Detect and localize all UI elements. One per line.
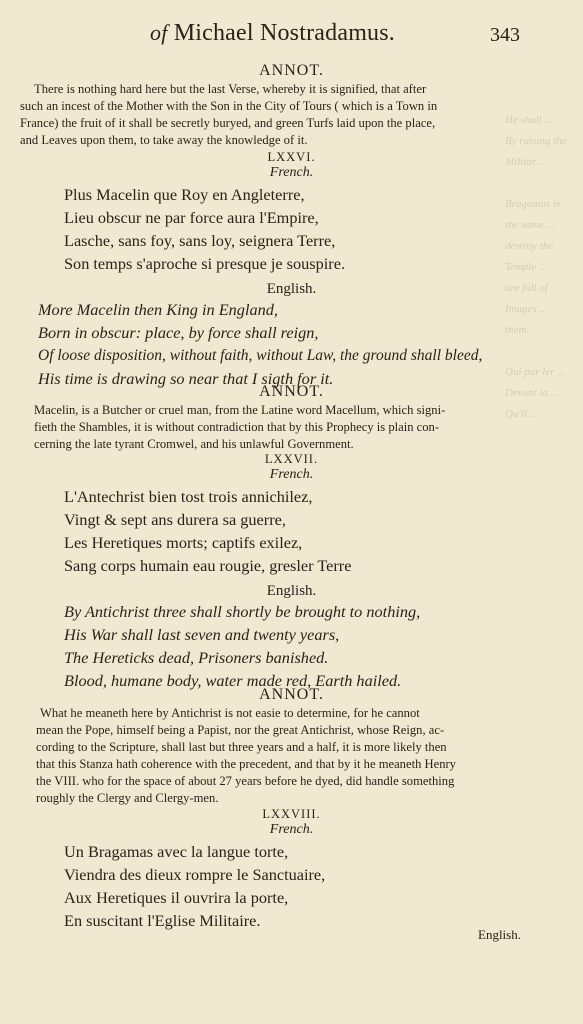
catchword: English.: [478, 927, 521, 942]
running-header: [0, 18, 583, 54]
stanza-number: LXXVI.: [267, 150, 316, 164]
english-verse: By Antichrist three shall shortly be brought to nothing, His War shall last seven and twenty years, The Hereticks dead, Prisoners banished. Blood, humane body, water made red, Earth hailed.: [64, 602, 421, 690]
annotation-text: What he meaneth here by Antichrist is not easie to determine, for he cannot mean the Pope, himself being a Papist, nor the great Antichrist, whose Reign, ac- cording to the Scripture, shall last but three years and a half, it is more likely then that this Stanza hath coherence with the precedent, and that by it he meaneth Henry the VIII. who for the space of about 27 years before he dyed, did handle something roughly the Clergy and Clergy-men.: [36, 706, 456, 805]
french-label: French.: [269, 467, 314, 482]
stanza-76: [0, 150, 583, 390]
english-verse: More Macelin then King in England, Born in obscur: place, by force shall reign, Of loose disposition, without faith, without Law, the ground shall bleed, His time is drawing so near that I sigth for it.: [38, 300, 483, 388]
annot-heading: ANNOT.: [259, 62, 324, 79]
english-label: English.: [266, 583, 317, 599]
stanza-number: LXXVII.: [264, 452, 319, 466]
annotation-text: There is nothing hard here but the last Verse, whereby it is signified, that after such an incest of the Mother with the Son in the City of Tours ( which is a Town in France) the fruit of it shall be secretly buryed, and green Turfs laid upon the place, and Leaves upon them, to take away the knowledge of it.: [20, 82, 438, 147]
annotation-text: Macelin, is a Butcher or cruel man, from the Latine word Macellum, which signi- fieth the Shambles, it is without contradiction that by this Prophecy is plain con- cerning the late tyrant Cromwel, and his unlawful Government.: [34, 403, 446, 451]
french-verse: L'Antechrist bien tost trois annichilez, Vingt & sept ans durera sa guerre, Les Heretiques morts; captifs exilez, Sang corps humain eau rougie, gresler Terre: [64, 487, 352, 575]
stanza-78: [0, 807, 583, 932]
french-label: French.: [269, 165, 314, 180]
running-title: of Michael Nostradamus.: [150, 20, 395, 46]
annotation-3: [0, 686, 583, 807]
english-label: English.: [266, 281, 317, 297]
annot-heading: ANNOT.: [259, 686, 324, 703]
page-number: 343: [490, 24, 520, 46]
annot-heading: ANNOT.: [259, 383, 324, 400]
stanza-number: LXXVIII.: [262, 807, 321, 821]
french-verse: Plus Macelin que Roy en Angleterre, Lieu obscur ne par force aura l'Empire, Lasche, sans foy, sans loy, seignera Terre, Son temps s'aproche si presque je souspire.: [64, 185, 346, 273]
stanza-77: [0, 452, 583, 692]
french-verse: Un Bragamas avec la langue torte, Viendra des dieux rompre le Sanctuaire, Aux Heretiques il ouvrira la porte, En suscitant l'Eglise Militaire.: [64, 842, 326, 930]
annotation-2: [0, 383, 583, 453]
annotation-1: [0, 62, 583, 149]
show-through-text: He shall ... By raising the Militar... Bragamas is the same ... destroy the Temple ... are full of Images ... them. Qui par ler ... Devant la ... Qu'il ...: [505, 114, 567, 420]
french-label: French.: [269, 822, 314, 837]
